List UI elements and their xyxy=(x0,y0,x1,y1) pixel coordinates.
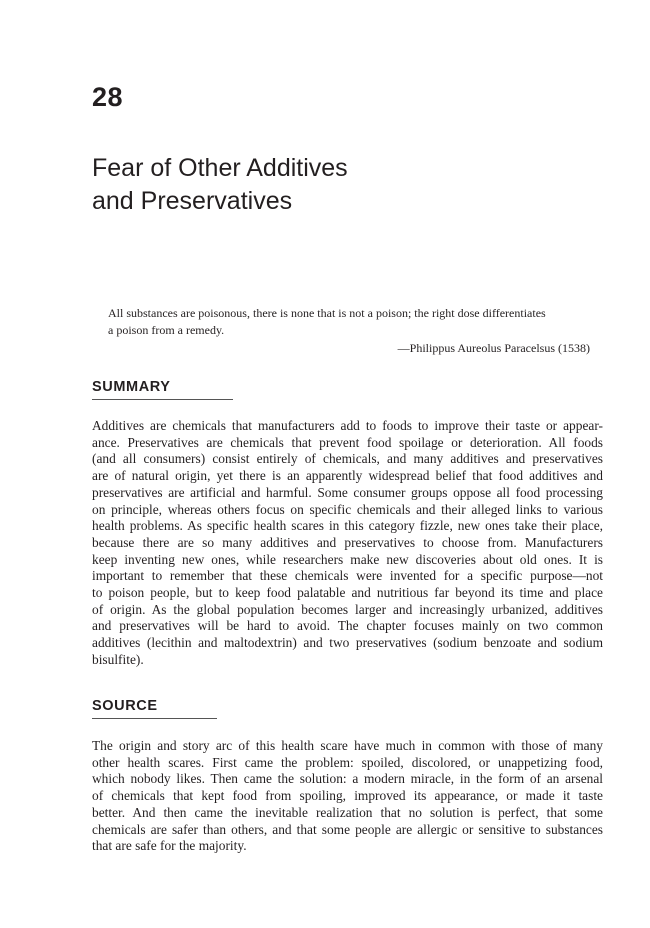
paragraph-line: because there are so many additives and preservatives to choose from. Manufacturers xyxy=(92,534,603,550)
paragraph-line: that are safe for the majority. xyxy=(92,838,247,854)
paragraph-line: of chemicals that kept food from spoiling, improved its appearance, or made it taste xyxy=(92,788,603,804)
epigraph xyxy=(108,305,590,357)
paragraph-line: health problems. As specific health scares in this category fizzle, new ones take their place, xyxy=(92,518,603,534)
paragraph-line: The origin and story arc of this health scare have much in common with those of many xyxy=(92,738,603,753)
paragraph-line: chemicals are safer than others, and that some people are allergic or sensitive to substances xyxy=(92,821,603,837)
chapter-title-line: and Preservatives xyxy=(92,187,293,215)
source-paragraph xyxy=(92,738,603,855)
paragraph-line: better. And then came the inevitable realization that no solution is perfect, that some xyxy=(92,804,603,820)
paragraph-line: to poison people, but to keep food palatable and nutritious far beyond its time and place xyxy=(92,585,603,601)
paragraph-line: (and all consumers) consist entirely of chemicals, and many additives and preservatives xyxy=(92,451,603,467)
paragraph-line: preservatives are artificial and harmful. Some consumer groups oppose all food processing xyxy=(92,484,603,500)
summary-heading: SUMMARY xyxy=(92,379,171,395)
paragraph-line: other health scares. First came the problem: spoiled, discolored, or unappetizing food, xyxy=(92,754,603,770)
paragraph-line: of origin. As the global population becomes larger and increasingly urbanized, additives xyxy=(92,601,603,617)
paragraph-line: and preservatives will be hard to avoid. The chapter focuses mainly on two common xyxy=(92,618,603,634)
paragraph-line: Additives are chemicals that manufacturers add to foods to improve their taste or appear- xyxy=(92,418,603,433)
summary-heading-rule xyxy=(92,399,233,400)
epigraph-attribution: —Philippus Aureolus Paracelsus (1538) xyxy=(397,341,590,355)
chapter-number: 28 xyxy=(92,82,124,112)
paragraph-line: which nobody likes. Then came the solution: a modern miracle, in the form of an arsenal xyxy=(92,771,603,787)
paragraph-line: ance. Preservatives are chemicals that prevent food spoilage or deterioration. All foods xyxy=(92,434,603,450)
paragraph-line: are of natural origin, yet there is an apparently widespread belief that food additives and xyxy=(92,468,603,484)
chapter-title xyxy=(92,152,512,218)
paragraph-line: important to remember that these chemicals were invented for a specific purpose—not xyxy=(92,568,603,584)
paragraph-line: keep inventing new ones, while researchers make new discoveries about old ones. It is xyxy=(92,551,603,567)
source-heading-rule xyxy=(92,718,217,719)
source-heading: SOURCE xyxy=(92,698,158,714)
summary-paragraph xyxy=(92,418,603,669)
epigraph-quote-line: All substances are poisonous, there is none that is not a poison; the right dose differentiates xyxy=(108,306,546,320)
paragraph-line: additives (lecithin and maltodextrin) and two preservatives (sodium benzoate and sodium xyxy=(92,635,603,651)
paragraph-line: on principle, whereas others focus on specific chemicals and their alleged links to various xyxy=(92,501,603,517)
chapter-title-line: Fear of Other Additives xyxy=(92,154,348,182)
epigraph-quote-line: a poison from a remedy. xyxy=(108,323,225,337)
paragraph-line: bisulfite). xyxy=(92,651,144,667)
